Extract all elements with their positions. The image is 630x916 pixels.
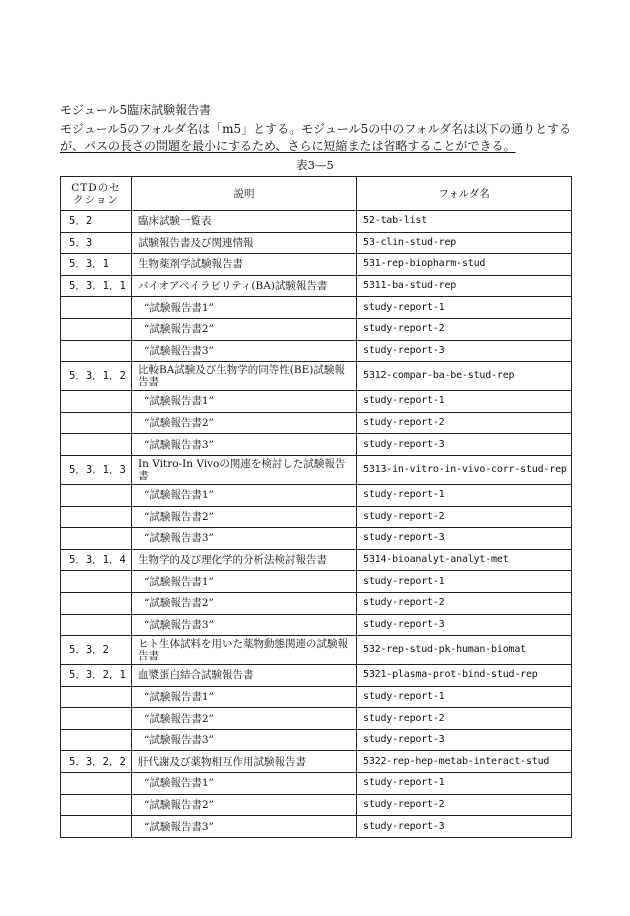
- cell-description: 生物薬剤学試験報告書: [132, 254, 357, 276]
- table-row: [61, 434, 572, 456]
- cell-folder-name: study-report-1: [357, 484, 572, 506]
- cell-folder-name: 5322-rep-hep-metab-interact-stud: [357, 751, 572, 773]
- cell-folder-name: 53-clin-stud-rep: [357, 232, 572, 254]
- header-ctd-section: CTDのセクション: [61, 177, 132, 211]
- cell-folder-name: study-report-1: [357, 571, 572, 593]
- cell-folder-name: 5312-compar-ba-be-stud-rep: [357, 362, 572, 391]
- cell-description: “試験報告書3”: [132, 729, 357, 751]
- cell-folder-name: 532-rep-stud-pk-human-biomat: [357, 636, 572, 665]
- cell-ctd-section: [61, 484, 132, 506]
- cell-folder-name: study-report-2: [357, 506, 572, 528]
- table-row: [61, 686, 572, 708]
- cell-folder-name: study-report-3: [357, 816, 572, 838]
- table-row: [61, 528, 572, 550]
- table-caption: 表3—5: [296, 158, 334, 172]
- cell-ctd-section: [61, 708, 132, 730]
- cell-ctd-section: [61, 297, 132, 319]
- folder-name-table: [60, 176, 572, 838]
- table-row: [61, 506, 572, 528]
- cell-folder-name: 52-tab-list: [357, 211, 572, 233]
- cell-description: 肝代謝及び薬物相互作用試験報告書: [132, 751, 357, 773]
- cell-ctd-section: 5．2: [61, 211, 132, 233]
- paragraph-line-2: が、パスの長さの問題を最小にするため、さらに短縮または省略することができる。: [60, 139, 516, 153]
- section-heading: モジュール5臨床試験報告書: [60, 103, 212, 117]
- header-folder-name: フォルダ名: [357, 177, 572, 211]
- header-description: 説明: [132, 177, 357, 211]
- cell-folder-name: study-report-3: [357, 434, 572, 456]
- cell-description: “試験報告書1”: [132, 571, 357, 593]
- cell-ctd-section: 5．3．2．2: [61, 751, 132, 773]
- table-row: [61, 232, 572, 254]
- cell-ctd-section: [61, 729, 132, 751]
- table-row: [61, 773, 572, 795]
- table-row: [61, 665, 572, 687]
- table-row: [61, 592, 572, 614]
- cell-description: “試験報告書1”: [132, 484, 357, 506]
- cell-folder-name: study-report-3: [357, 528, 572, 550]
- table-row: [61, 412, 572, 434]
- cell-description: ヒト生体試料を用いた薬物動態関連の試験報告書: [132, 636, 357, 665]
- cell-ctd-section: [61, 794, 132, 816]
- table-row: [61, 340, 572, 362]
- cell-folder-name: 531-rep-biopharm-stud: [357, 254, 572, 276]
- table-row: [61, 275, 572, 297]
- cell-folder-name: 5313-in-vitro-in-vivo-corr-stud-rep: [357, 455, 572, 484]
- table-row: [61, 254, 572, 276]
- cell-folder-name: study-report-1: [357, 773, 572, 795]
- cell-ctd-section: [61, 434, 132, 456]
- cell-ctd-section: [61, 340, 132, 362]
- table-row: [61, 362, 572, 391]
- cell-ctd-section: [61, 571, 132, 593]
- table-row: [61, 816, 572, 838]
- cell-ctd-section: [61, 592, 132, 614]
- cell-ctd-section: [61, 614, 132, 636]
- cell-ctd-section: 5．3．1．1: [61, 275, 132, 297]
- intro-paragraph: [60, 121, 580, 155]
- cell-description: “試験報告書2”: [132, 794, 357, 816]
- cell-folder-name: study-report-2: [357, 318, 572, 340]
- cell-ctd-section: 5．3．2: [61, 636, 132, 665]
- cell-description: “試験報告書1”: [132, 686, 357, 708]
- cell-description: “試験報告書2”: [132, 592, 357, 614]
- cell-description: 生物学的及び理化学的分析法検討報告書: [132, 549, 357, 571]
- table-row: [61, 318, 572, 340]
- cell-folder-name: study-report-3: [357, 729, 572, 751]
- cell-folder-name: 5314-bioanalyt-analyt-met: [357, 549, 572, 571]
- paragraph-line-1: モジュール5のフォルダ名は「m5」とする。モジュール5の中のフォルダ名は以下の通りとする: [60, 122, 572, 136]
- cell-description: In Vitro-In Vivoの関連を検討した試験報告書: [132, 455, 357, 484]
- cell-description: “試験報告書3”: [132, 614, 357, 636]
- table-row: [61, 614, 572, 636]
- cell-ctd-section: 5．3．1．4: [61, 549, 132, 571]
- cell-description: “試験報告書2”: [132, 412, 357, 434]
- cell-description: “試験報告書1”: [132, 773, 357, 795]
- cell-ctd-section: 5．3．1: [61, 254, 132, 276]
- cell-description: “試験報告書2”: [132, 506, 357, 528]
- cell-description: “試験報告書1”: [132, 391, 357, 413]
- table-row: [61, 484, 572, 506]
- table-row: [61, 708, 572, 730]
- cell-ctd-section: 5．3．1．3: [61, 455, 132, 484]
- table-row: [61, 297, 572, 319]
- table-row: [61, 729, 572, 751]
- cell-description: 試験報告書及び関連情報: [132, 232, 357, 254]
- table-row: [61, 794, 572, 816]
- cell-description: 比較BA試験及び生物学的同等性(BE)試験報告書: [132, 362, 357, 391]
- cell-folder-name: study-report-2: [357, 708, 572, 730]
- table-row: [61, 211, 572, 233]
- cell-description: 血漿蛋白結合試験報告書: [132, 665, 357, 687]
- cell-description: “試験報告書2”: [132, 318, 357, 340]
- table-row: [61, 571, 572, 593]
- cell-folder-name: study-report-2: [357, 412, 572, 434]
- cell-description: “試験報告書2”: [132, 708, 357, 730]
- table-header-row: [61, 177, 572, 211]
- cell-ctd-section: [61, 773, 132, 795]
- cell-ctd-section: 5．3: [61, 232, 132, 254]
- table-row: [61, 391, 572, 413]
- cell-description: “試験報告書3”: [132, 528, 357, 550]
- cell-ctd-section: [61, 318, 132, 340]
- table-row: [61, 751, 572, 773]
- cell-ctd-section: [61, 506, 132, 528]
- cell-folder-name: study-report-1: [357, 297, 572, 319]
- cell-ctd-section: [61, 528, 132, 550]
- table-row: [61, 636, 572, 665]
- cell-description: “試験報告書3”: [132, 816, 357, 838]
- cell-ctd-section: [61, 686, 132, 708]
- cell-ctd-section: 5．3．2．1: [61, 665, 132, 687]
- cell-ctd-section: 5．3．1．2: [61, 362, 132, 391]
- cell-folder-name: study-report-1: [357, 686, 572, 708]
- cell-folder-name: study-report-3: [357, 340, 572, 362]
- cell-folder-name: study-report-1: [357, 391, 572, 413]
- cell-description: 臨床試験一覧表: [132, 211, 357, 233]
- table-row: [61, 549, 572, 571]
- cell-description: “試験報告書1”: [132, 297, 357, 319]
- cell-description: バイオアベイラビリティ(BA)試験報告書: [132, 275, 357, 297]
- cell-description: “試験報告書3”: [132, 434, 357, 456]
- cell-folder-name: study-report-3: [357, 614, 572, 636]
- cell-folder-name: study-report-2: [357, 592, 572, 614]
- cell-ctd-section: [61, 816, 132, 838]
- table-body: [61, 211, 572, 838]
- cell-folder-name: study-report-2: [357, 794, 572, 816]
- cell-folder-name: 5311-ba-stud-rep: [357, 275, 572, 297]
- cell-ctd-section: [61, 391, 132, 413]
- cell-folder-name: 5321-plasma-prot-bind-stud-rep: [357, 665, 572, 687]
- cell-ctd-section: [61, 412, 132, 434]
- cell-description: “試験報告書3”: [132, 340, 357, 362]
- table-row: [61, 455, 572, 484]
